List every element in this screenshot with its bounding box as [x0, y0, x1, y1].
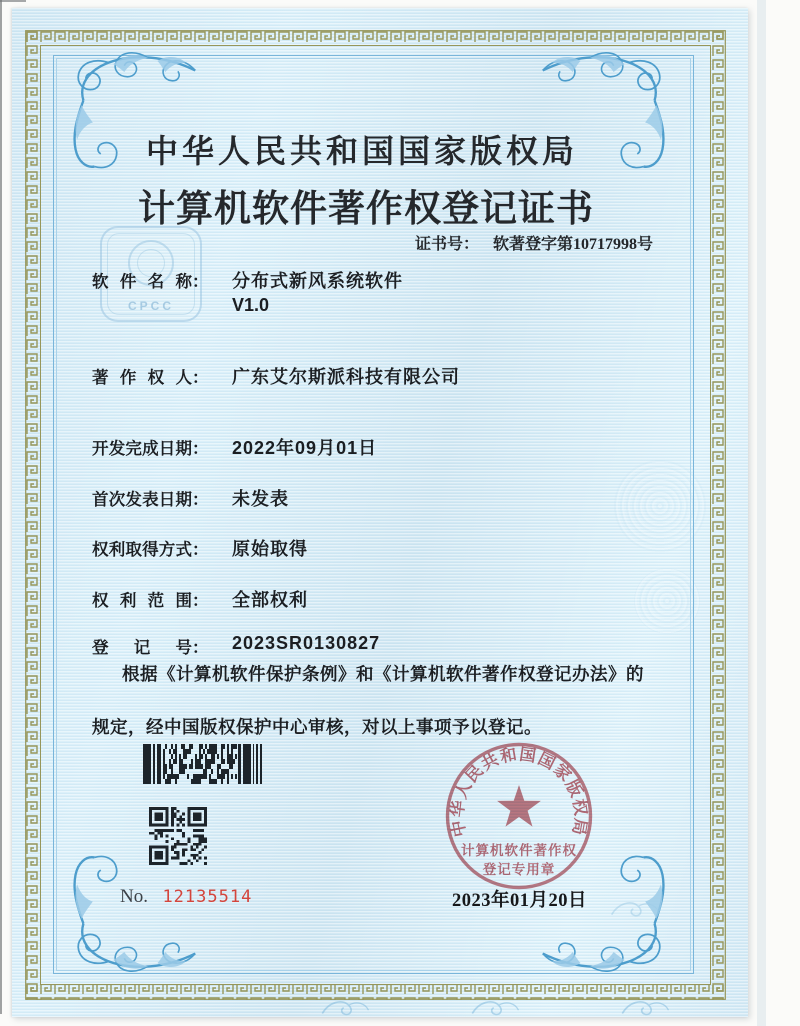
field-value: 未发表	[232, 489, 289, 509]
field-value: 2022年09月01日	[232, 438, 378, 458]
field-rights-scope: 权 利 范 围 ： 全部权利	[92, 587, 209, 611]
field-software-name: 软 件 名 称 ： 分布式新风系统软件	[92, 268, 209, 292]
field-value: 分布式新风系统软件	[232, 271, 403, 291]
authority-title: 中华人民共和国国家版权局	[145, 133, 578, 169]
seal-line2: 登记专用章	[482, 862, 556, 877]
field-dev-complete-date: 开 发 完 成 日 期 ： 2022年09月01日	[92, 435, 209, 459]
field-registration-number: 登 记 号 ： 2023SR0130827	[92, 633, 381, 657]
seal-star-icon	[497, 785, 541, 827]
field-label: 权 利 取 得 方 式	[92, 541, 192, 559]
bottom-wave-ornament	[34, 997, 726, 1019]
field-label: 著 作 权 人	[92, 369, 192, 387]
emboss-text: CPCC	[127, 299, 174, 313]
certificate-title: 计算机软件著作权登记证书	[138, 189, 594, 230]
field-value: 2023SR0130827	[232, 633, 381, 653]
field-label: 首 次 发 表 日 期	[92, 491, 192, 509]
corner-flourish-bottom-left	[46, 848, 198, 974]
issue-date: 2023年01月20日	[452, 891, 588, 911]
field-value: 原始取得	[232, 539, 308, 559]
serial-number	[120, 886, 252, 908]
field-label: 登 记 号	[92, 639, 192, 657]
certificate-number-label: 证书号：	[414, 236, 479, 253]
field-first-publish-date: 首 次 发 表 日 期 ： 未发表	[92, 486, 209, 510]
serial-label: No.	[120, 886, 148, 907]
scan-edge-shadow	[0, 0, 2, 1014]
certificate-page	[12, 8, 748, 1017]
qr-code	[149, 807, 207, 865]
field-label: 开 发 完 成 日 期	[92, 440, 192, 458]
certificate-number-value: 软著登字第10717998号	[492, 236, 653, 253]
registration-statement: 根据《计算机软件保护条例》和《计算机软件著作权登记办法》的 规定，经中国版权保护中心审核，对以上事项予以登记。	[92, 664, 644, 737]
field-rights-acquisition: 权 利 取 得 方 式 ： 原始取得	[92, 536, 209, 560]
field-value: 广东艾尔斯派科技有限公司	[232, 367, 460, 387]
field-label: 软 件 名 称	[92, 273, 192, 291]
pdf417-barcode	[143, 744, 262, 784]
field-value: 全部权利	[232, 590, 308, 610]
official-seal	[434, 731, 604, 901]
seal-arc-text: 中华人民共和国国家版权局	[447, 744, 591, 839]
seal-line1: 计算机软件著作权	[461, 843, 577, 858]
software-version: V1.0	[232, 295, 270, 315]
serial-value: 12135514	[162, 887, 253, 907]
scan-edge-shadow	[0, 0, 26, 2]
certificate-number-line	[415, 231, 653, 254]
scan-margin-band	[757, 0, 766, 1026]
field-label: 权 利 范 围	[92, 592, 192, 610]
field-copyright-owner: 著 作 权 人 ： 广东艾尔斯派科技有限公司	[92, 364, 209, 388]
